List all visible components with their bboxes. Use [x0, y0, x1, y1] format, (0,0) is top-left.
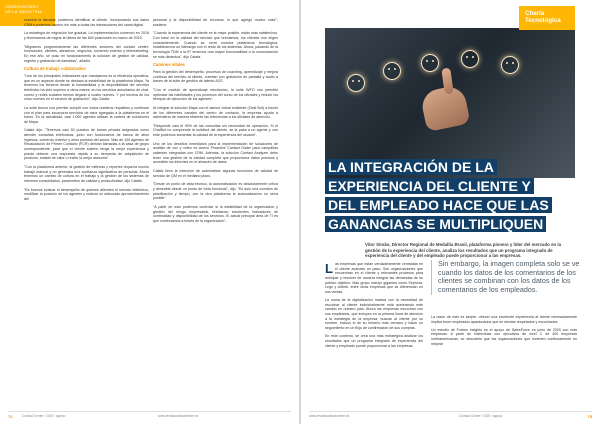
paragraph: "Migramos progresivamente las diferentes sectores del contact center: Inversiones, clientes, abrasivos, negocios, comercio exterior y telemarketing. En ese año, se puso en funcionamiento la solución de gestión de calidad, registro y grabación de llamadas", añadió. [24, 44, 149, 63]
smile-face-icon [421, 54, 439, 72]
paragraph: Al integrar la solución Maya con el asesor virtual existente (Chat Bot) a través de los diferentes canales del centro de contacto, la empresa ayuda a administrar de manera eficiente las referencias a los oficiales de atención. [153, 105, 278, 120]
footer-brand-right: Contact Center / 2020 / agosto [459, 414, 503, 418]
paragraph: La suma de la digitalización masiva con la necesidad de escuchar al cliente individualmente está acelerando este cambio en nuestro país. Ahora las empresas escuchan con sus empleados, que incluyen en la primera línea de atención a la estrategia de la empresa, buscan al cliente por su nombre, incluso el de su entorno más cercano y hacer un seguimiento en un flujo de confirmación de sus compras. [325, 298, 423, 331]
paragraph: Calafa llevó la intención de automatizar algunas funciones de calidad de servicio de QM en el mediano plazo. [153, 169, 278, 178]
paragraph: La razón de esto es simple: ofrecer una excelente experiencia al cliente necesariamente implica tener empleados apasionados que se sientan respetados y escuchados. [431, 315, 577, 324]
laugh-face-icon [501, 56, 519, 74]
paragraph: "Con el módulo de aprendizaje electrónico, la suite WFO nos permitió optimizar las habilidades y los procesos del curso de los oficiales y reducir los tiempos de ejecución de los agentes". [153, 87, 278, 102]
paragraph: personal y la disponibilidad de recursos, lo que agregó mucho valor", sostiene. [153, 18, 278, 27]
page-number-right: 75 [587, 414, 592, 419]
pull-quote: Sin embargo, la imagen completa solo se ve cuando los datos de los comentarios de los clientes se combinan con los datos de los comentarios de los empleados. [431, 260, 584, 295]
headline-line-4: GANANCIAS SE MULTIPLIQUEN [325, 216, 546, 232]
right-page [301, 0, 600, 424]
paragraph: "Desde un punto de vista técnico, la automatización es absolutamente crítica y deseable desde un punto de vista funcional", dijo. "Es solo una cuestión de planificación y tiempo, con la otra plataforma la automatización no sería posible". [153, 182, 278, 201]
neutral-face-icon [383, 62, 401, 80]
drop-cap: L [325, 261, 333, 276]
paragraph: La estrategia de migración fue gradual. La implementación comenzó en 2016 y terminamos de migrar la última de las 600 posiciones en marzo de 2019. [24, 31, 149, 40]
paragraph [325, 262, 423, 295]
paragraph-text: as empresas que están verdaderamente centradas en el cliente avanzan un paso. Son organizaciones que encuentran en el cliente y relevantes procesos para anticipar y resolver de manera integral las demandas de su público objetivo. Más grupo incluye gigantes como Sephora, Lego y Airbnb, entre otras empresas que se diferencian en sus ventas. [325, 262, 423, 294]
paragraph: Uno de los desafíos inmediatos para la implementación de soluciones de análisis de voz y video es Anexo Proactive Contact Dialer para campañas salientes integradas con CRM. Además, la solución Contact Analyzer debe tener una gestión de la calidad completa que proporciona datos precisos y accesible los informes en el almacén de datos. [153, 141, 278, 165]
paragraph: "Es buenos evaluar el desempeño de quienes atienden el servicio telefónico, modificar la posición de los agentes y realizar un adecuado aprovechamiento del [24, 187, 149, 201]
sad-face-icon [347, 74, 365, 92]
paragraph: "Responde casi el 90% de las consultas sin necesidad de operación. Si el ChatBot no comprende la solicitud del cliente, se la pasa a un agente y con este podemos aumentar la calidad de la experiencia del usuario". [153, 123, 278, 138]
left-footer [8, 411, 291, 420]
right-column-1 [325, 262, 423, 352]
headline-line-3: DEL EMPLEADO HACE QUE LAS [325, 197, 552, 213]
right-footer [309, 411, 592, 420]
article-lead: Vitor Simão, Director Regional de Medallia Brasil, plataforma pionera y líder del mercado en la gestión de la experiencia del cliente, analiza los resultados que un programa integrado de experiencia del cliente y del empleado puede proporcionar a las empresas. [365, 242, 562, 258]
brand-line-1: Charla [525, 10, 545, 17]
page-number-left: 74 [8, 414, 13, 419]
headline-line-1: LA INTEGRACIÓN DE LA [325, 159, 497, 175]
footer-brand-left: Contact Center / 2020 / agosto [22, 414, 66, 418]
article-headline [325, 158, 577, 234]
section-brand-box [519, 6, 575, 30]
section-tag-line-1: OBSERVATORIO [5, 4, 39, 9]
left-page [0, 0, 299, 424]
happy-face-icon [461, 50, 479, 68]
paragraph: En este contexto, se crea una más estratégica analizar los resultados que un programa integrado de experiencia del cliente y empleado puede proporcionar a las empresas. [325, 334, 423, 348]
paragraph: "Cuando la experiencia del cliente es la mejor posible, están más satisfechos. Con base en la calidad del servicio que brindamos, los clientes nos eligen constantemente. Cuando se cerró nuestra plataforma tecnológica, establecemos un liderazgo con el resto de los sistemas. Ahora, pasando de la tecnología TDM a la IP, tenemos una mayor funcionalidad a la comunicación se más dinámica", dijo Calafa. [153, 31, 278, 59]
left-column-1 [24, 18, 149, 206]
left-column-2 [153, 18, 278, 228]
brand-line-2: Tecnológica [525, 17, 561, 24]
footer-url-right[interactable]: www.revistacontactcenter.es [309, 414, 350, 418]
right-column-2 [431, 315, 577, 350]
paragraph: "Uno de los principales indicadores que manejamos es la eficiencia operativa, que es un aspecto donde se destaca la estabilidad de la plataforma Maya. Ya tenemos los ficheros desde la inestabilidad y la disponibilidad del servidor telefónico ha sido superior a otros mares; en los servicios autoritarios de chat, correo y redes sociales hemos llegado a cuatro nueves. Y por encima de los cinco nueves en el servicio de grabación", dijo Calafa. [24, 73, 149, 102]
hero-photo-satisfaction-faces [325, 28, 575, 178]
section-tag-line-2: DE LA INDUSTRIA [5, 9, 43, 14]
headline-line-2: EXPERIENCIA DEL CLIENTE Y [325, 178, 534, 194]
paragraph: La suite Anexo nos permite cumplir con todos nuestros requisitos y continuar con el plan para incorporar servicios de valor agregado a la plataforma en el futuro. En la actualidad, casi 1.000 agentes utilizan la cartera de soluciones de Maya. [24, 105, 149, 124]
paragraph: Para la gestión del desempeño, procesos de coaching, aprendizaje y mejora continua del servicio al cliente, cuentan con grabación de pantalla y audio a través de la suite de gestión de talento ACE. [153, 69, 278, 84]
footer-url-left[interactable]: www.revistacontactcenter.es [158, 414, 199, 418]
paragraph: conecta la llamada, podemos identificar al cliente. Incorporando sus datos CRM's podemos hacerlo sin más a todas las interacciones del canal digital. [24, 18, 149, 27]
paragraph: Calafa dijo: "Tenemos casi 50 puestos de banca privada asignados como atender consultas telefónicas, junto con funcionarios de banca de altos ingresos, comercio exterior y otros puestos del sector. Más de 100 agentes de Recaudación de Primer Contacto (FCR) derivan llamadas a la casa de grupo correspondiente, para que el cliente solemn tenga la mejor experiencia y pueda obtener una respuesta rápida a su demanda de adquisición de producto, estado de valor o recibir la mejor asesoría". [24, 128, 149, 161]
paragraph: "Con la plataforma anterior, la gestión de métricas y reportes requería mucho trabajo manual y no generaba una confianza significativa de personal. Ahora tenemos un cambio de cultura en el trabajo y la gestión de los sistemas de informes consolidados, parámetros de calidad y productividad, dijo Calafa. [24, 165, 149, 184]
paragraph: Un estudio de Forbes Insights en el apoyo de SalesForce en junio de 2020 con más empresas. A partir de entrevistas con ejecutivos de nivel C de 300 empresas norteamericanas, se descubrió que las organizaciones que invierten continuamente en mejorar [431, 327, 577, 346]
paragraph: "A partir de esto podemos controlar si la estabilidad de la organización y gestión del riesgo empresarial, brindando excelentes indicadores de continuidad y disponibilidad de los servicios. El actual principal área de TI es que continuamos a través de la organización". [153, 205, 278, 223]
section-heading: Caminos vitales [153, 62, 185, 68]
section-heading: Cultura de trabajo colaborativo [24, 66, 86, 72]
